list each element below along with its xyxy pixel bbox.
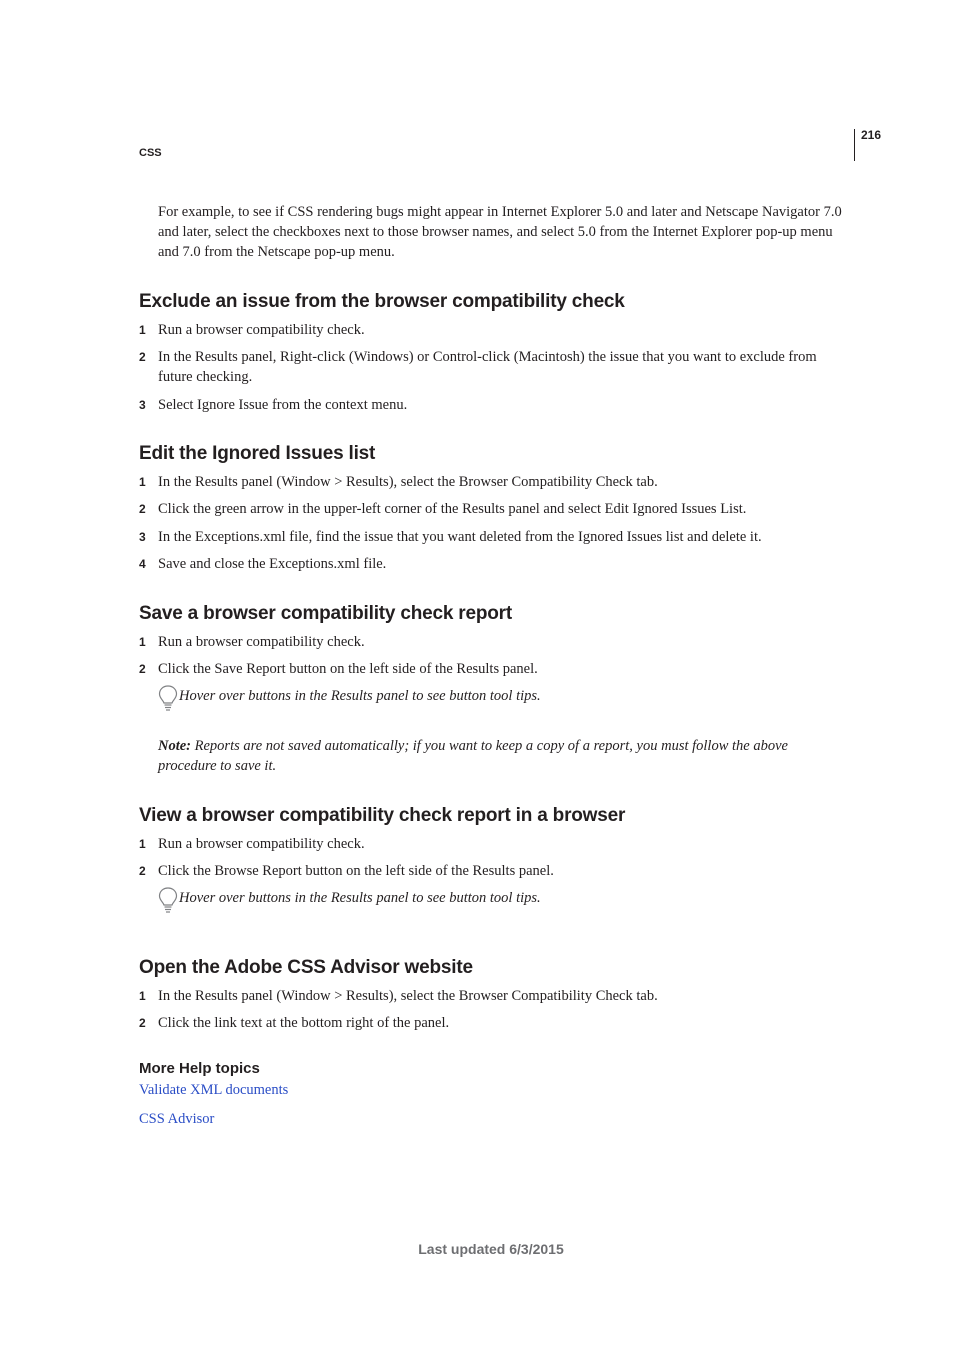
section-heading-edit-ignored: Edit the Ignored Issues list	[139, 443, 376, 464]
step-text: Click the link text at the bottom right of the panel.	[158, 1015, 450, 1031]
step-number: 2	[139, 1016, 146, 1030]
step-number: 3	[139, 530, 146, 544]
section-heading-save-report: Save a browser compatibility check report	[139, 603, 512, 624]
section-heading-view-report: View a browser compatibility check report in a browser	[139, 805, 626, 826]
link-validate-xml[interactable]: Validate XML documents	[139, 1082, 289, 1098]
lightbulb-icon	[158, 684, 178, 712]
step-text: In the Results panel (Window > Results), select the Browser Compatibility Check tab.	[158, 474, 658, 490]
note-text: Reports are not saved automatically; if you want to keep a copy of a report, you must follow the above procedure to save it.	[158, 738, 788, 774]
step-text: Click the Save Report button on the left side of the Results panel.	[158, 661, 538, 677]
note-label: Note:	[158, 738, 192, 754]
step-text: Click the green arrow in the upper-left corner of the Results panel and select Edit Ignored Issues List.	[158, 501, 747, 517]
step-text: Select Ignore Issue from the context menu.	[158, 397, 408, 413]
step-text: Run a browser compatibility check.	[158, 836, 365, 852]
header-rule	[854, 129, 855, 161]
step-text: Run a browser compatibility check.	[158, 634, 365, 650]
step-number: 2	[139, 864, 146, 878]
tip-text: Hover over buttons in the Results panel to see button tool tips.	[179, 890, 541, 906]
section-heading-exclude: Exclude an issue from the browser compatibility check	[139, 291, 625, 312]
step-number: 1	[139, 635, 146, 649]
step-number: 2	[139, 502, 146, 516]
intro-paragraph: For example, to see if CSS rendering bugs might appear in Internet Explorer 5.0 and later and Netscape Navigator 7.0 and later, select the checkboxes next to those browser names, and select 5.0 from the Internet Explorer pop-up menu and 7.0 from the Netscape pop-up menu.	[158, 204, 842, 260]
step-text: In the Exceptions.xml file, find the issue that you want deleted from the Ignored Issues list and delete it.	[158, 529, 762, 545]
step-number: 1	[139, 475, 146, 489]
tip-text: Hover over buttons in the Results panel to see button tool tips.	[179, 688, 541, 704]
section-heading-css-advisor: Open the Adobe CSS Advisor website	[139, 957, 473, 978]
step-number: 1	[139, 323, 146, 337]
note-paragraph	[158, 736, 850, 776]
lightbulb-icon	[158, 886, 178, 914]
step-text: Save and close the Exceptions.xml file.	[158, 556, 387, 572]
step-number: 2	[139, 350, 146, 364]
running-head: CSS	[139, 147, 162, 159]
step-number: 1	[139, 837, 146, 851]
more-help-heading: More Help topics	[139, 1060, 260, 1077]
link-css-advisor[interactable]: CSS Advisor	[139, 1111, 215, 1127]
step-number: 1	[139, 989, 146, 1003]
step-text: Run a browser compatibility check.	[158, 322, 365, 338]
step-text: Click the Browse Report button on the left side of the Results panel.	[158, 863, 554, 879]
footer-last-updated: Last updated 6/3/2015	[418, 1241, 564, 1257]
step-number: 4	[139, 557, 146, 571]
step-text: In the Results panel (Window > Results), select the Browser Compatibility Check tab.	[158, 988, 658, 1004]
step-number: 2	[139, 662, 146, 676]
step-text: In the Results panel, Right-click (Windows) or Control-click (Macintosh) the issue that you want to exclude from future checking.	[158, 349, 817, 385]
step-number: 3	[139, 398, 146, 412]
page-number: 216	[861, 128, 882, 142]
